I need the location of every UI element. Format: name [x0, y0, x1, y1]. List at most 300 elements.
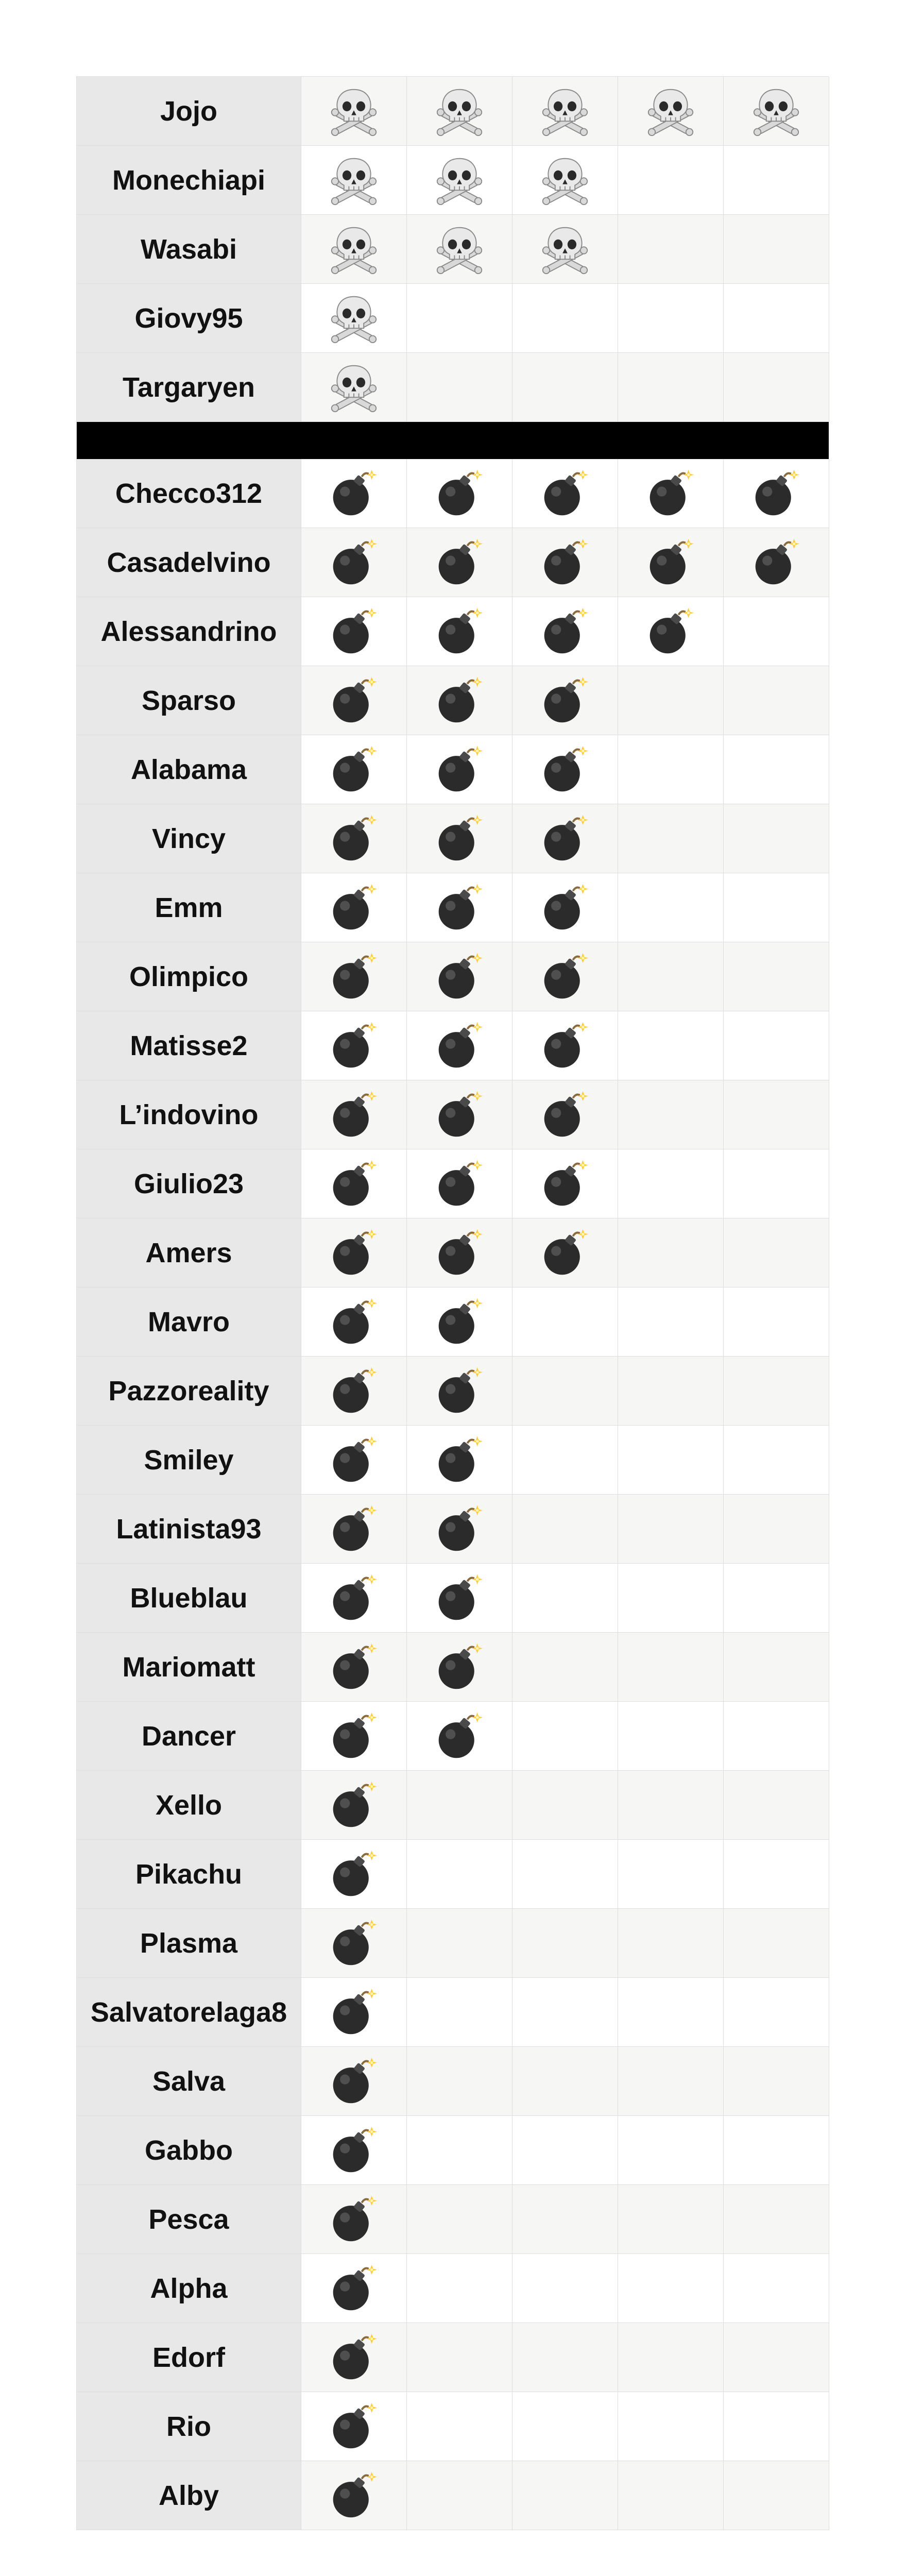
bomb-icon — [435, 1366, 484, 1416]
score-cell — [301, 1011, 407, 1080]
table-row — [77, 804, 829, 873]
score-cell — [618, 1149, 724, 1218]
bomb-icon — [329, 1021, 379, 1071]
score-cell — [407, 353, 512, 422]
player-name: Amers — [77, 1218, 301, 1287]
bomb-icon — [329, 1159, 379, 1209]
score-cell — [618, 459, 724, 528]
score-cell — [512, 1080, 618, 1149]
score-cell — [512, 873, 618, 942]
bomb-icon — [329, 1642, 379, 1692]
score-cell — [301, 2254, 407, 2323]
skull-and-crossbones-icon — [329, 225, 379, 274]
score-cell — [618, 1978, 724, 2047]
player-name: Salva — [77, 2047, 301, 2116]
player-name: Salvatorelaga8 — [77, 1978, 301, 2047]
score-cell — [618, 2185, 724, 2254]
score-cell — [301, 1633, 407, 1702]
score-cell — [618, 1702, 724, 1771]
score-cell — [301, 2461, 407, 2530]
player-name: Jojo — [77, 77, 301, 146]
score-cell — [512, 459, 618, 528]
table-row — [77, 284, 829, 353]
score-cell — [301, 528, 407, 597]
bomb-icon — [329, 1711, 379, 1761]
bomb-icon — [435, 1711, 484, 1761]
score-cell — [724, 1080, 829, 1149]
score-cell — [407, 804, 512, 873]
score-cell — [618, 1218, 724, 1287]
player-name: Olimpico — [77, 942, 301, 1011]
skull-and-crossbones-icon — [329, 87, 379, 136]
player-name: Vincy — [77, 804, 301, 873]
score-cell — [724, 1702, 829, 1771]
player-name: Mavro — [77, 1287, 301, 1357]
score-cell — [407, 2116, 512, 2185]
player-name: Casadelvino — [77, 528, 301, 597]
bomb-icon — [540, 1159, 590, 1209]
score-cell — [301, 1978, 407, 2047]
score-cell — [301, 597, 407, 666]
table-row — [77, 1287, 829, 1357]
player-name: Blueblau — [77, 1564, 301, 1633]
player-name: Plasma — [77, 1909, 301, 1978]
table-row — [77, 1011, 829, 1080]
score-cell — [407, 146, 512, 215]
score-cell — [618, 77, 724, 146]
table-row — [77, 1426, 829, 1495]
skull-and-crossbones-icon — [329, 294, 379, 343]
bomb-icon — [435, 538, 484, 587]
table-row — [77, 146, 829, 215]
bomb-icon — [329, 2402, 379, 2451]
player-name: Giulio23 — [77, 1149, 301, 1218]
table-row — [77, 1978, 829, 2047]
score-cell — [512, 146, 618, 215]
bomb-icon — [329, 952, 379, 1002]
bomb-icon — [540, 952, 590, 1002]
score-cell — [407, 1978, 512, 2047]
bomb-icon — [329, 1573, 379, 1623]
bomb-icon — [646, 469, 695, 518]
score-cell — [724, 597, 829, 666]
table-row — [77, 215, 829, 284]
score-cell — [618, 2116, 724, 2185]
score-cell — [301, 2116, 407, 2185]
table-row — [77, 1564, 829, 1633]
bomb-icon — [329, 2264, 379, 2313]
score-cell — [512, 2185, 618, 2254]
skull-and-crossbones-icon — [540, 156, 590, 205]
score-cell — [301, 1218, 407, 1287]
score-cell — [301, 666, 407, 735]
score-cell — [724, 284, 829, 353]
score-cell — [724, 2254, 829, 2323]
table-row — [77, 353, 829, 422]
score-cell — [407, 1495, 512, 1564]
score-cell — [724, 1909, 829, 1978]
score-cell — [301, 1564, 407, 1633]
bomb-icon — [329, 2195, 379, 2244]
score-cell — [512, 735, 618, 804]
player-name: Pazzoreality — [77, 1357, 301, 1426]
bomb-icon — [329, 1988, 379, 2037]
score-cell — [512, 597, 618, 666]
player-name: Smiley — [77, 1426, 301, 1495]
bomb-icon — [329, 1850, 379, 1899]
score-cell — [407, 2323, 512, 2392]
score-cell — [618, 804, 724, 873]
score-cell — [724, 1149, 829, 1218]
score-cell — [512, 2254, 618, 2323]
skull-and-crossbones-icon — [329, 156, 379, 205]
score-cell — [407, 77, 512, 146]
score-cell — [618, 1287, 724, 1357]
score-cell — [618, 1357, 724, 1426]
score-cell — [407, 2392, 512, 2461]
score-cell — [301, 1495, 407, 1564]
score-cell — [407, 735, 512, 804]
bomb-icon — [435, 1021, 484, 1071]
skull-and-crossbones-icon — [435, 225, 484, 274]
eliminated-section — [77, 77, 829, 422]
score-cell — [512, 2116, 618, 2185]
score-cell — [407, 1909, 512, 1978]
score-cell — [618, 2461, 724, 2530]
table-row — [77, 942, 829, 1011]
score-cell — [618, 1771, 724, 1840]
score-cell — [512, 1909, 618, 1978]
bomb-icon — [329, 538, 379, 587]
bomb-icon — [435, 1090, 484, 1140]
bomb-icon — [329, 469, 379, 518]
bomb-icon — [329, 2471, 379, 2520]
player-name: Latinista93 — [77, 1495, 301, 1564]
score-cell — [407, 284, 512, 353]
score-cell — [724, 1357, 829, 1426]
score-cell — [512, 1633, 618, 1702]
table-row — [77, 528, 829, 597]
score-cell — [301, 2392, 407, 2461]
score-cell — [724, 2392, 829, 2461]
score-cell — [512, 1426, 618, 1495]
player-name: Alby — [77, 2461, 301, 2530]
score-cell — [618, 353, 724, 422]
player-name: Giovy95 — [77, 284, 301, 353]
table-row — [77, 597, 829, 666]
score-cell — [724, 1287, 829, 1357]
score-cell — [301, 942, 407, 1011]
table-row — [77, 1495, 829, 1564]
score-cell — [512, 1495, 618, 1564]
table-row — [77, 1357, 829, 1426]
skull-and-crossbones-icon — [751, 87, 801, 136]
player-name: Mariomatt — [77, 1633, 301, 1702]
score-cell — [301, 1909, 407, 1978]
score-cell — [301, 735, 407, 804]
bomb-icon — [329, 2057, 379, 2106]
player-name: Xello — [77, 1771, 301, 1840]
score-cell — [724, 1771, 829, 1840]
score-cell — [512, 1840, 618, 1909]
score-cell — [301, 2047, 407, 2116]
score-cell — [512, 1564, 618, 1633]
score-cell — [512, 1011, 618, 1080]
bomb-icon — [329, 1781, 379, 1830]
bomb-icon — [435, 676, 484, 725]
bomb-icon — [646, 607, 695, 656]
score-cell — [618, 735, 724, 804]
score-cell — [724, 1218, 829, 1287]
table-row — [77, 2185, 829, 2254]
bomb-icon — [751, 538, 801, 587]
player-name: Edorf — [77, 2323, 301, 2392]
score-cell — [407, 2185, 512, 2254]
table-row — [77, 1218, 829, 1287]
bomb-icon — [435, 1228, 484, 1278]
score-cell — [512, 804, 618, 873]
score-cell — [407, 1702, 512, 1771]
score-cell — [512, 942, 618, 1011]
skull-and-crossbones-icon — [646, 87, 695, 136]
score-cell — [301, 2185, 407, 2254]
score-cell — [618, 146, 724, 215]
player-name: Alabama — [77, 735, 301, 804]
table-row — [77, 2047, 829, 2116]
table-row — [77, 2116, 829, 2185]
score-cell — [618, 597, 724, 666]
score-cell — [301, 1080, 407, 1149]
score-cell — [301, 873, 407, 942]
score-cell — [407, 1218, 512, 1287]
table-row — [77, 735, 829, 804]
bomb-icon — [329, 1090, 379, 1140]
score-cell — [301, 1287, 407, 1357]
player-name: Matisse2 — [77, 1011, 301, 1080]
bomb-icon — [540, 1090, 590, 1140]
player-name: Pikachu — [77, 1840, 301, 1909]
player-name: Gabbo — [77, 2116, 301, 2185]
score-cell — [618, 1564, 724, 1633]
bomb-icon — [435, 1504, 484, 1554]
bomb-icon — [435, 745, 484, 794]
player-name: Wasabi — [77, 215, 301, 284]
bomb-icon — [435, 814, 484, 863]
table-row — [77, 2461, 829, 2530]
bomb-icon — [329, 883, 379, 933]
score-cell — [407, 1564, 512, 1633]
score-cell — [618, 1909, 724, 1978]
bomb-icon — [329, 1366, 379, 1416]
score-cell — [512, 1771, 618, 1840]
bomb-icon — [329, 607, 379, 656]
score-cell — [407, 1426, 512, 1495]
table-row — [77, 459, 829, 528]
player-name: Rio — [77, 2392, 301, 2461]
score-cell — [512, 2323, 618, 2392]
score-cell — [407, 1011, 512, 1080]
players-section — [77, 459, 829, 2530]
score-cell — [407, 459, 512, 528]
score-cell — [301, 284, 407, 353]
bomb-icon — [435, 469, 484, 518]
bomb-icon — [540, 607, 590, 656]
score-cell — [407, 2254, 512, 2323]
bomb-icon — [329, 1297, 379, 1347]
score-cell — [407, 1771, 512, 1840]
score-cell — [407, 1080, 512, 1149]
score-cell — [724, 2116, 829, 2185]
score-cell — [618, 666, 724, 735]
bomb-icon — [435, 883, 484, 933]
player-name: Targaryen — [77, 353, 301, 422]
bomb-icon — [540, 469, 590, 518]
score-cell — [618, 1840, 724, 1909]
score-cell — [618, 1426, 724, 1495]
score-cell — [407, 2047, 512, 2116]
score-cell — [301, 1426, 407, 1495]
score-cell — [301, 1357, 407, 1426]
score-cell — [724, 1633, 829, 1702]
skull-and-crossbones-icon — [435, 156, 484, 205]
skull-and-crossbones-icon — [435, 87, 484, 136]
table-row — [77, 1702, 829, 1771]
score-cell — [407, 597, 512, 666]
score-cell — [618, 284, 724, 353]
score-cell — [724, 353, 829, 422]
score-cell — [512, 2047, 618, 2116]
score-cell — [724, 942, 829, 1011]
bomb-icon — [751, 469, 801, 518]
bomb-icon — [329, 745, 379, 794]
bomb-icon — [435, 1573, 484, 1623]
player-name: Sparso — [77, 666, 301, 735]
score-cell — [618, 1633, 724, 1702]
score-cell — [301, 77, 407, 146]
player-name: L’indovino — [77, 1080, 301, 1149]
bomb-icon — [435, 1297, 484, 1347]
score-cell — [618, 1495, 724, 1564]
score-cell — [618, 2254, 724, 2323]
score-cell — [618, 1011, 724, 1080]
scoreboard-table — [76, 76, 829, 2530]
score-cell — [407, 528, 512, 597]
bomb-icon — [329, 2333, 379, 2382]
skull-and-crossbones-icon — [329, 363, 379, 412]
score-cell — [407, 873, 512, 942]
score-cell — [512, 1287, 618, 1357]
table-row — [77, 873, 829, 942]
score-cell — [724, 1495, 829, 1564]
bomb-icon — [329, 2126, 379, 2175]
table-row — [77, 2323, 829, 2392]
table-row — [77, 1840, 829, 1909]
score-cell — [618, 528, 724, 597]
score-cell — [724, 1011, 829, 1080]
player-name: Dancer — [77, 1702, 301, 1771]
score-cell — [301, 1149, 407, 1218]
bomb-icon — [329, 814, 379, 863]
score-cell — [724, 1564, 829, 1633]
table-row — [77, 1633, 829, 1702]
score-cell — [724, 804, 829, 873]
score-cell — [618, 2392, 724, 2461]
bomb-icon — [435, 1435, 484, 1485]
score-cell — [512, 666, 618, 735]
score-cell — [512, 77, 618, 146]
player-name: Alessandrino — [77, 597, 301, 666]
score-cell — [724, 1978, 829, 2047]
score-cell — [301, 2323, 407, 2392]
score-cell — [301, 146, 407, 215]
table-row — [77, 1909, 829, 1978]
score-cell — [512, 2461, 618, 2530]
score-cell — [618, 942, 724, 1011]
score-cell — [724, 528, 829, 597]
score-cell — [512, 1357, 618, 1426]
table-row — [77, 1771, 829, 1840]
score-cell — [724, 1426, 829, 1495]
score-cell — [407, 215, 512, 284]
bomb-icon — [540, 814, 590, 863]
table-row — [77, 77, 829, 146]
score-cell — [618, 2047, 724, 2116]
score-cell — [301, 1771, 407, 1840]
player-name: Checco312 — [77, 459, 301, 528]
score-cell — [618, 1080, 724, 1149]
score-cell — [407, 1149, 512, 1218]
bomb-icon — [435, 607, 484, 656]
score-cell — [512, 1218, 618, 1287]
score-cell — [724, 2461, 829, 2530]
score-cell — [512, 1149, 618, 1218]
score-cell — [724, 2185, 829, 2254]
score-cell — [724, 2323, 829, 2392]
score-cell — [301, 353, 407, 422]
score-cell — [407, 2461, 512, 2530]
score-cell — [301, 459, 407, 528]
score-cell — [301, 1840, 407, 1909]
score-cell — [512, 1702, 618, 1771]
skull-and-crossbones-icon — [540, 225, 590, 274]
score-cell — [407, 666, 512, 735]
bomb-icon — [540, 1021, 590, 1071]
score-cell — [301, 804, 407, 873]
bomb-icon — [435, 1159, 484, 1209]
bomb-icon — [435, 952, 484, 1002]
score-cell — [407, 1633, 512, 1702]
bomb-icon — [646, 538, 695, 587]
table-row — [77, 666, 829, 735]
bomb-icon — [329, 1228, 379, 1278]
table-row — [77, 2254, 829, 2323]
table-row — [77, 2392, 829, 2461]
score-cell — [724, 873, 829, 942]
bomb-icon — [540, 538, 590, 587]
skull-and-crossbones-icon — [540, 87, 590, 136]
score-cell — [724, 735, 829, 804]
table-row — [77, 1080, 829, 1149]
section-divider — [77, 422, 829, 459]
bomb-icon — [540, 676, 590, 725]
score-cell — [407, 942, 512, 1011]
score-cell — [512, 353, 618, 422]
player-name: Emm — [77, 873, 301, 942]
score-cell — [724, 146, 829, 215]
score-cell — [724, 215, 829, 284]
bomb-icon — [329, 1919, 379, 1968]
score-cell — [512, 284, 618, 353]
